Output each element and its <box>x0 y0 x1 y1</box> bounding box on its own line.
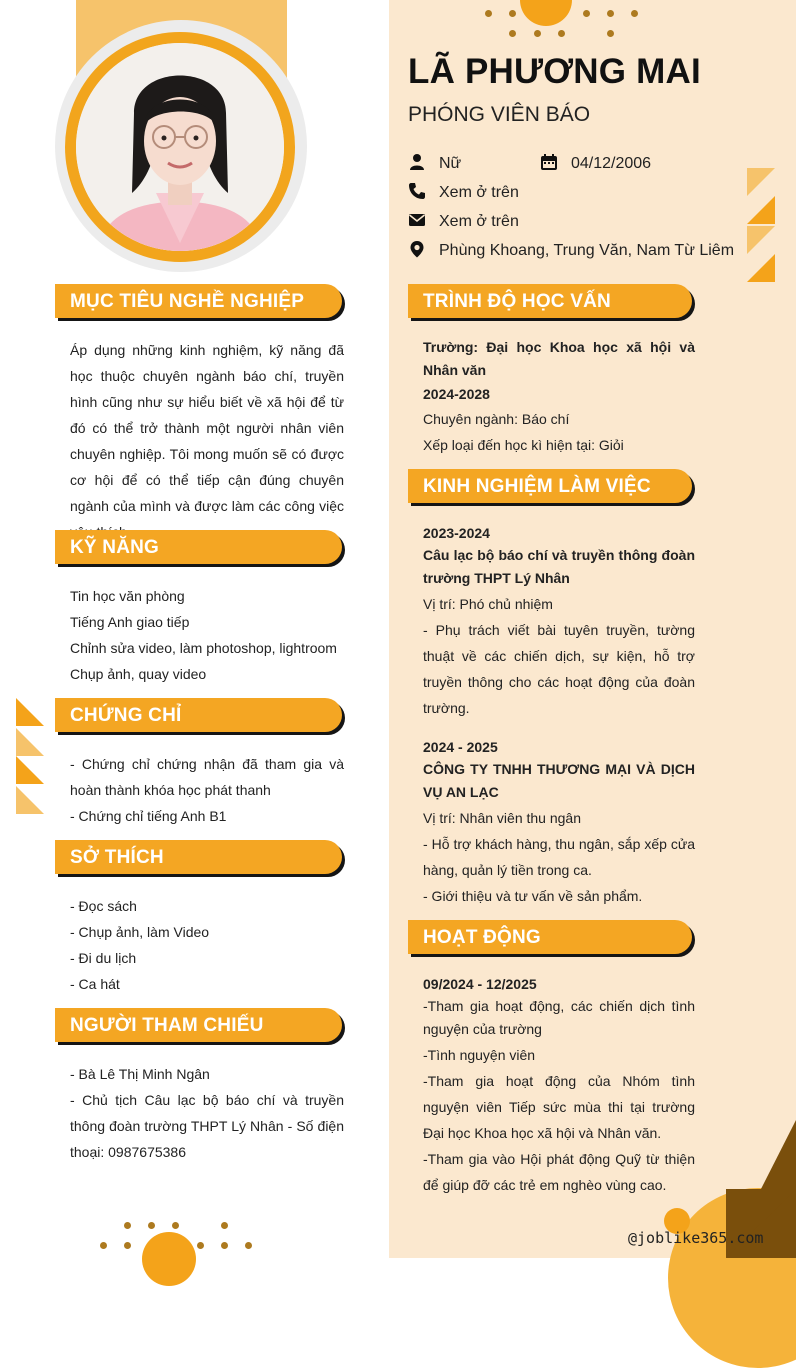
certificates-heading <box>55 698 342 732</box>
gender-value: Nữ <box>439 155 462 172</box>
location-icon <box>408 240 426 258</box>
certificates-heading-label: CHỨNG CHỈ <box>70 705 182 726</box>
job-position: Vị trí: Nhân viên thu ngân <box>423 810 581 826</box>
candidate-name: LÃ PHƯƠNG MAI <box>408 52 701 91</box>
hobby-item: - Đọc sách <box>70 898 137 914</box>
skills-heading-label: KỸ NĂNG <box>70 537 160 558</box>
hobbies-heading-label: SỞ THÍCH <box>70 847 164 868</box>
skill-item: Tin học văn phòng <box>70 588 185 604</box>
job-period: 2023-2024 <box>423 525 490 541</box>
references-heading-label: NGƯỜI THAM CHIẾU <box>70 1015 264 1036</box>
reference-name: - Bà Lê Thị Minh Ngân <box>70 1066 210 1082</box>
hobby-item: - Đi du lịch <box>70 950 137 966</box>
objective-text: Áp dụng những kinh nghiệm, kỹ năng đã học thuộc chuyên ngành báo chí, truyền hình cũng như sự hiểu biết về xã hội để từ đó có thể trở thành một người nhân viên chuyên nghiệp. Tôi mong muốn sẽ có được cơ hội để có thể tiếp cận đúng chuyên ngành của mình và được làm các công việc <box>70 342 344 514</box>
activity-item: -Tham gia hoạt động, các chiến dịch tình nguyện của trường <box>423 998 695 1037</box>
skill-item: Chụp ảnh, quay video <box>70 666 207 682</box>
calendar-icon <box>540 153 558 171</box>
education-period: 2024-2028 <box>423 386 490 402</box>
address-value: Phùng Khoang, Trung Văn, Nam Từ Liêm <box>439 242 735 259</box>
hobby-item: - Chụp ảnh, làm Video <box>70 924 210 940</box>
certificate-item: - Chứng chỉ chứng nhận đã tham gia và hoàn thành khóa học phát thanh <box>70 756 344 798</box>
education-heading-label: TRÌNH ĐỘ HỌC VẤN <box>423 291 611 312</box>
job-title: PHÓNG VIÊN BÁO <box>408 103 591 126</box>
activity-item: -Tham gia vào Hội phát động Quỹ từ thiện để giúp đỡ các trẻ em nghèo vùng cao. <box>423 1151 695 1193</box>
phone-value: Xem ở trên <box>439 184 519 201</box>
skill-item: Chỉnh sửa video, làm photoshop, lightroom <box>70 640 337 656</box>
education-heading <box>408 284 692 318</box>
job-description: - Giới thiệu và tư vấn về sản phẩm. <box>423 888 643 904</box>
hobby-item: - Ca hát <box>70 976 120 992</box>
activities-heading-label: HOẠT ĐỘNG <box>423 927 541 948</box>
phone-icon <box>408 182 426 200</box>
activity-item: -Tình nguyện viên <box>423 1047 536 1063</box>
experience-heading <box>408 469 692 503</box>
objective-heading-label: MỤC TIÊU NGHỀ NGHIỆP <box>70 291 305 312</box>
activity-item: -Tham gia hoạt động của Nhóm tình nguyện viên Tiếp sức mùa thi tại trường Đại học Khoa học xã hội và Nhân văn. <box>423 1073 695 1141</box>
certificate-item: - Chứng chỉ tiếng Anh B1 <box>70 808 227 824</box>
bottom-sun-decoration <box>142 1232 196 1286</box>
job-description: - Phụ trách viết bài tuyên truyền, tường thuật về các chiến dịch, sự kiện, hỗ trợ truyền thông cho các hoạt động của đoàn trường. <box>423 622 695 716</box>
activity-period: 09/2024 - 12/2025 <box>423 976 537 992</box>
objective-heading <box>55 284 342 318</box>
job-organization: CÔNG TY TNHH THƯƠNG MẠI VÀ DỊCH VỤ AN LẠC <box>423 761 695 800</box>
job-period: 2024 - 2025 <box>423 739 498 755</box>
job-position: Vị trí: Phó chủ nhiệm <box>423 596 553 612</box>
skills-heading <box>55 530 342 564</box>
mail-icon <box>408 211 426 229</box>
experience-heading-label: KINH NGHIỆM LÀM VIỆC <box>423 476 651 497</box>
education-major: Chuyên ngành: Báo chí <box>423 411 570 427</box>
job-organization: Câu lạc bộ báo chí và truyền thông đoàn trường THPT Lý Nhân <box>423 547 695 586</box>
user-icon <box>408 153 426 171</box>
reference-detail: - Chủ tịch Câu lạc bộ báo chí và truyền thông đoàn trường THPT Lý Nhân - Số điện thoại: 0987675386 <box>70 1092 344 1160</box>
education-rank: Xếp loại đến học kì hiện tại: Giỏi <box>423 437 624 453</box>
education-school: Trường: Đại học Khoa học xã hội và Nhân văn <box>423 339 695 378</box>
watermark: @joblike365.com <box>628 1229 764 1247</box>
job-description: - Hỗ trợ khách hàng, thu ngân, sắp xếp cửa hàng, quản lý tiền trong ca. <box>423 836 695 878</box>
hobbies-heading <box>55 840 342 874</box>
skill-item: Tiếng Anh giao tiếp <box>70 614 190 630</box>
activities-heading <box>408 920 692 954</box>
references-heading <box>55 1008 342 1042</box>
birthday-value: 04/12/2006 <box>571 155 652 172</box>
avatar <box>76 43 284 251</box>
email-value: Xem ở trên <box>439 213 519 230</box>
